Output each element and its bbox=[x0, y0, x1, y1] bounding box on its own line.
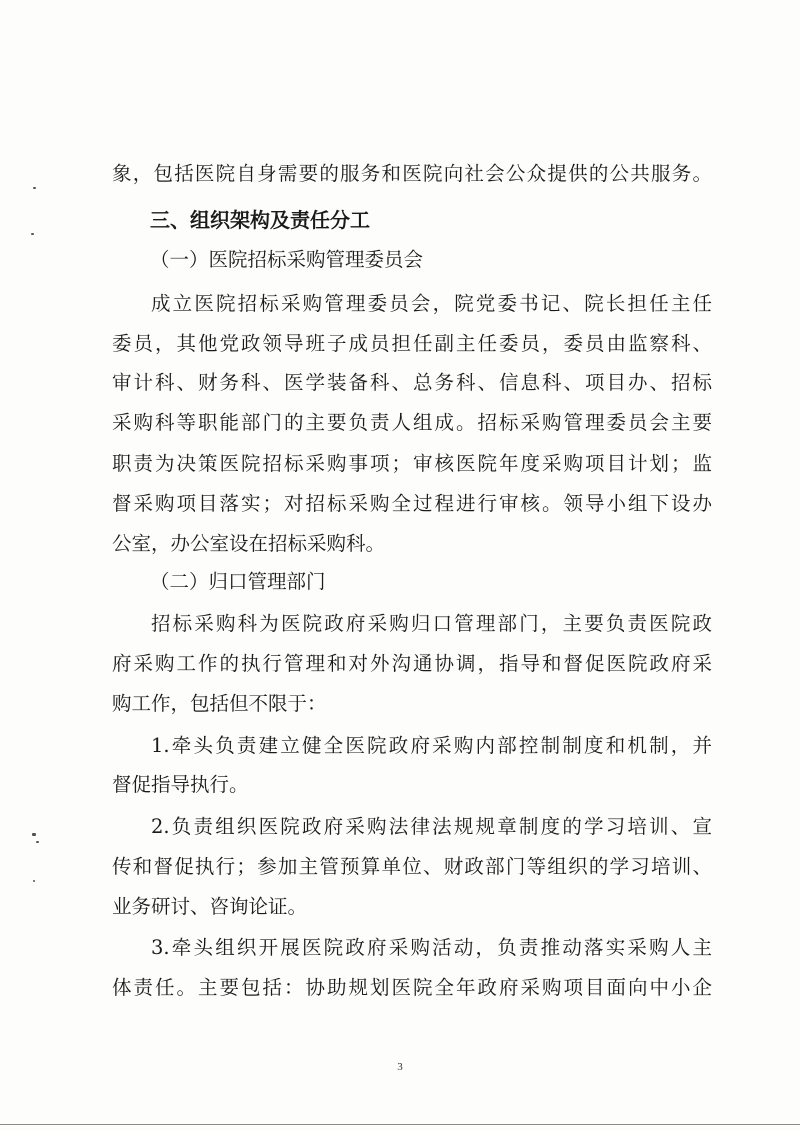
paragraph-line: 职责为决策医院招标采购事项；审核医院年度采购项目计划；监 bbox=[112, 452, 712, 475]
paragraph-line: 购工作，包括但不限于： bbox=[112, 692, 327, 715]
paragraph-line: 督采购项目落实；对招标采购全过程进行审核。领导小组下设办 bbox=[112, 492, 712, 515]
list-item-line: 1.牵头负责建立健全医院政府采购内部控制制度和机制，并 bbox=[151, 734, 712, 757]
scan-speck bbox=[33, 880, 35, 882]
list-item-line: 3.牵头组织开展医院政府采购活动，负责推动落实采购人主 bbox=[151, 936, 712, 959]
scan-speck bbox=[32, 833, 36, 836]
paragraph-line: 府采购工作的执行管理和对外沟通协调，指导和督促医院政府采 bbox=[112, 652, 712, 675]
scan-bottom-edge bbox=[0, 1124, 800, 1125]
scan-speck bbox=[31, 233, 34, 235]
subsection-heading: （一）医院招标采购管理委员会 bbox=[150, 248, 424, 271]
section-heading: 三、组织架构及责任分工 bbox=[150, 208, 370, 232]
scan-speck bbox=[33, 187, 36, 189]
paragraph-line: 成立医院招标采购管理委员会，院党委书记、院长担任主任 bbox=[151, 292, 712, 315]
list-item-line: 传和督促执行；参加主管预算单位、财政部门等组织的学习培训、 bbox=[112, 855, 712, 878]
list-item-line: 业务研讨、咨询论证。 bbox=[112, 895, 308, 918]
list-item-line: 2.负责组织医院政府采购法律法规规章制度的学习培训、宣 bbox=[151, 815, 712, 838]
subsection-heading: （二）归口管理部门 bbox=[150, 570, 326, 593]
paragraph-line: 象，包括医院自身需要的服务和医院向社会公众提供的公共服务。 bbox=[112, 162, 712, 185]
paragraph-line: 委员，其他党政领导班子成员担任副主任委员，委员由监察科、 bbox=[112, 332, 712, 355]
scan-speck bbox=[36, 841, 39, 843]
list-item-line: 督促指导执行。 bbox=[112, 773, 249, 796]
paragraph-line: 采购科等职能部门的主要负责人组成。招标采购管理委员会主要 bbox=[112, 411, 712, 434]
page-number: 3 bbox=[397, 1061, 403, 1073]
paragraph-line: 招标采购科为医院政府采购归口管理部门，主要负责医院政 bbox=[151, 612, 712, 635]
paragraph-line: 公室，办公室设在招标采购科。 bbox=[112, 532, 386, 555]
list-item-line: 体责任。主要包括：协助规划医院全年政府采购项目面向中小企 bbox=[112, 976, 712, 999]
paragraph-line: 审计科、财务科、医学装备科、总务科、信息科、项目办、招标 bbox=[112, 371, 712, 394]
